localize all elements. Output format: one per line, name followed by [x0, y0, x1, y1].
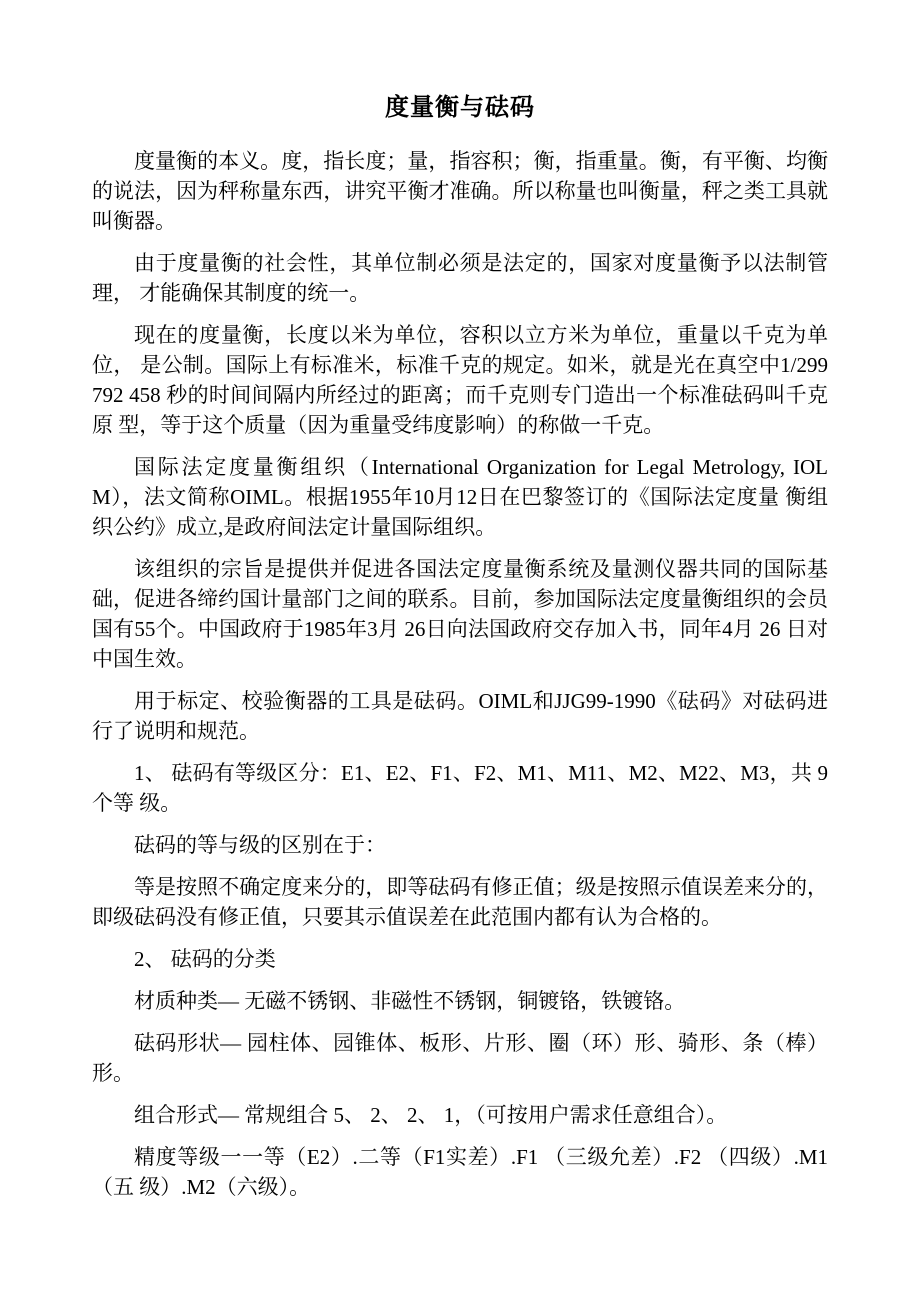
- paragraph: 用于标定、校验衡器的工具是砝码。OIML和JJG99-1990《砝码》对砝码进行了说明和规范。: [92, 689, 828, 743]
- paragraph: 砝码的等与级的区别在于：: [134, 833, 386, 857]
- paragraph: 现在的度量衡，长度以米为单位，容积以立方米为单位，重量以千克为单位， 是公制。国际上有标准米，标准千克的规定。如米，就是光在真空中1/299 792 458 秒的时间间隔内所经过的距离；而千克则专门造出一个标准砝码叫千克原 型，等于这个质量（因为重量受纬度影响）的称做一千克。: [92, 323, 828, 437]
- paragraph: 度量衡的本义。度，指长度；量，指容积；衡，指重量。衡，有平衡、均衡的说法，因为秤称量东西，讲究平衡才准确。所以称量也叫衡量，秤之类工具就叫衡器。: [92, 149, 828, 233]
- paragraph: 组合形式— 常规组合 5、 2、 2、 1，（可按用户需求任意组合）。: [134, 1103, 728, 1127]
- paragraph: 1、 砝码有等级区分：E1、E2、F1、F2、M1、M11、M2、M22、M3，共 9 个等 级。: [92, 761, 828, 815]
- paragraph: 2、 砝码的分类: [134, 947, 276, 971]
- paragraph: 砝码形状— 园柱体、园锥体、板形、片形、圈（环）形、骑形、条（棒）形。: [92, 1031, 828, 1085]
- paragraph: 材质种类— 无磁不锈钢、非磁性不锈钢，铜镀铬，铁镀铬。: [134, 989, 686, 1013]
- document-title: 度量衡与砝码: [385, 95, 535, 121]
- paragraph: 精度等级一一等（E2）.二等（F1实差）.F1 （三级允差）.F2 （四级）.M1（五 级）.M2（六级）。: [92, 1145, 828, 1199]
- paragraph: 由于度量衡的社会性，其单位制必须是法定的，国家对度量衡予以法制管理， 才能确保其制度的统一。: [92, 251, 828, 305]
- paragraph: 国际法定度量衡组织（International Organization for Legal Metrology, IOLM），法文简称OIML。根据1955年10月12日在巴黎签订的《国际法定度量 衡组织公约》成立,是政府间法定计量国际组织。: [92, 455, 828, 539]
- paragraph: 等是按照不确定度来分的，即等砝码有修正值；级是按照示值误差来分的，即级砝码没有修正值，只要其示值误差在此范围内都有认为合格的。: [92, 875, 828, 929]
- document-body: [92, 146, 828, 1202]
- paragraph: 该组织的宗旨是提供并促进各国法定度量衡系统及量测仪器共同的国际基础，促进各缔约国计量部门之间的联系。目前，参加国际法定度量衡组织的会员国有55个。中国政府于1985年3月 26日向法国政府交存加入书，同年4月 26 日对中国生效。: [92, 557, 828, 671]
